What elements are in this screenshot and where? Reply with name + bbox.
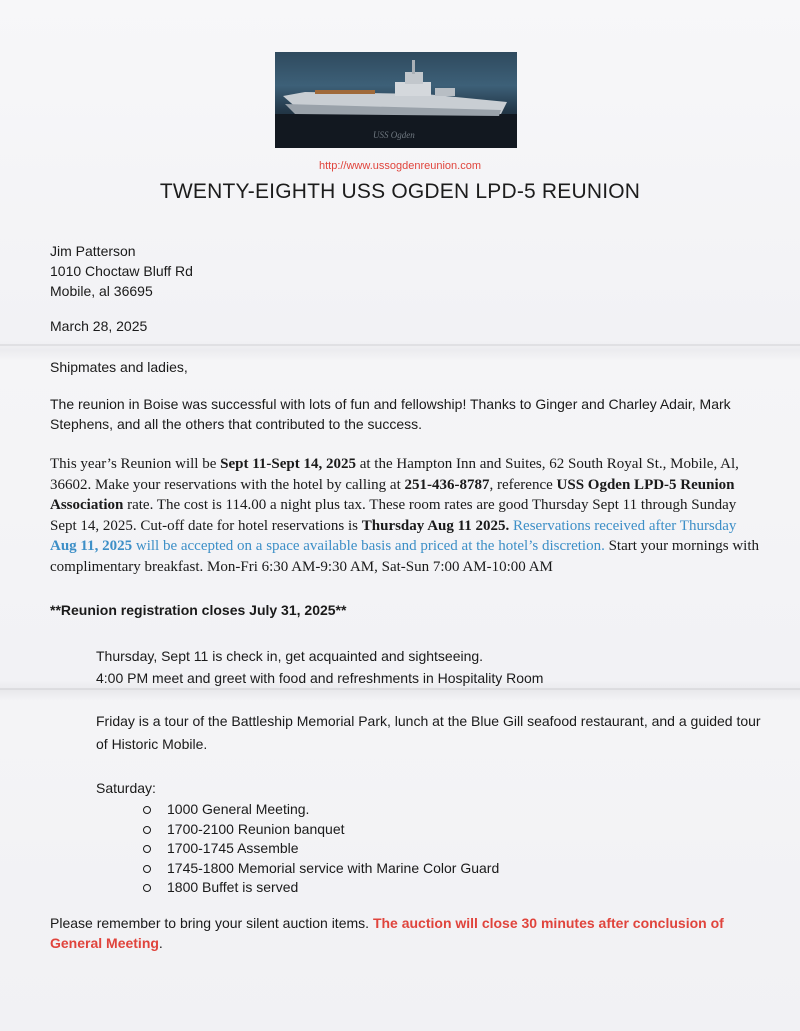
reunion-details-paragraph: This year’s Reunion will be Sept 11-Sept 14, 2025 at the Hampton Inn and Suites, 62 South Royal St., Mobile, Al, 36602. Make your reservations with the hotel by calling at 251-436-8787, reference USS Ogden LPD-5 Reunion Association rate. The cost is 114.00 a night plus tax. These room rates are good Thursday Sept 11 through Sunday Sept 14, 2025. Cut-off date for hotel reservations is Thursday Aug 11 2025. Reservations received after Thursday Aug 11, 2025 will be accepted on a space available basis and priced at the hotel’s discretion. Start your mornings with complimentary breakfast. Mon-Fri 6:30 AM-9:30 AM, Sat-Sun 7:00 AM-10:00 AM xyxy=(50,456,760,575)
thursday-line-1: Thursday, Sept 11 is check in, get acquainted and sightseeing. xyxy=(96,648,484,664)
closing-paragraph: Please remember to bring your silent auction items. The auction will close 30 minutes after conclusion of General Meeting. xyxy=(50,915,724,951)
list-item: 1700-1745 Assemble xyxy=(140,839,499,859)
saturday-label: Saturday: xyxy=(96,780,156,796)
reunion-website-link[interactable]: http://www.ussogdenreunion.com xyxy=(318,160,482,172)
photo-caption: USS Ogden xyxy=(373,130,415,140)
list-item: 1000 General Meeting. xyxy=(140,800,499,820)
registration-notice: **Reunion registration closes July 31, 2025** xyxy=(50,602,347,618)
saturday-schedule-list xyxy=(140,800,499,898)
ship-photo xyxy=(275,52,517,148)
hollow-circle-bullet-icon xyxy=(143,884,151,892)
thursday-line-2: 4:00 PM meet and greet with food and refreshments in Hospitality Room xyxy=(96,670,544,686)
thursday-schedule xyxy=(96,645,776,689)
list-item: 1745-1800 Memorial service with Marine Color Guard xyxy=(140,859,499,879)
list-item: 1700-2100 Reunion banquet xyxy=(140,820,499,840)
friday-schedule: Friday is a tour of the Battleship Memorial Park, lunch at the Blue Gill seafood restaurant, and a guided tour of Historic Mobile. xyxy=(96,713,761,752)
page-title: TWENTY-EIGHTH USS OGDEN LPD-5 REUNION xyxy=(159,180,641,203)
hollow-circle-bullet-icon xyxy=(143,845,151,853)
sender-name: Jim Patterson xyxy=(50,243,136,259)
letter-date: March 28, 2025 xyxy=(50,318,148,334)
list-item: 1800 Buffet is served xyxy=(140,878,499,898)
salutation: Shipmates and ladies, xyxy=(50,359,188,375)
hollow-circle-bullet-icon xyxy=(143,826,151,834)
sender-city: Mobile, al 36695 xyxy=(50,283,153,299)
sender-street: 1010 Choctaw Bluff Rd xyxy=(50,263,193,279)
sender-address xyxy=(50,241,193,301)
hollow-circle-bullet-icon xyxy=(143,865,151,873)
fold-line xyxy=(0,344,800,346)
intro-paragraph: The reunion in Boise was successful with lots of fun and fellowship! Thanks to Ginger and Charley Adair, Mark Stephens, and all the others that contributed to the success. xyxy=(50,396,731,432)
hollow-circle-bullet-icon xyxy=(143,806,151,814)
